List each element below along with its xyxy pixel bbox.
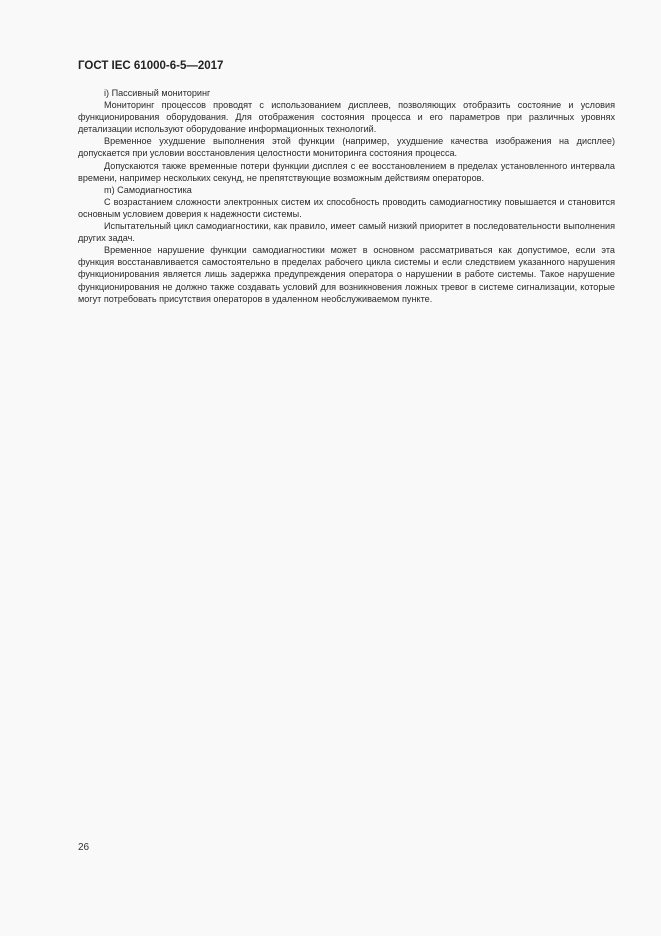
paragraph: Временное ухудшение выполнения этой функции (например, ухудшение качества изображения на дисплее) допускается при условии восстановления целостности мониторинга состояния процесса.: [78, 136, 615, 159]
document-body: [78, 87, 615, 305]
paragraph: Испытательный цикл самодиагностики, как правило, имеет самый низкий приоритет в последовательности выполнения других задач.: [78, 221, 615, 244]
paragraph: Мониторинг процессов проводят с использованием дисплеев, позволяющих отобразить состояние и условия функционирования оборудования. Для отображения состояния процесса и его параметров при различных уровнях детализации используют оборудование информационных технологий.: [78, 100, 615, 135]
document-header: ГОСТ IEC 61000-6-5—2017: [78, 60, 224, 72]
paragraph: Временное нарушение функции самодиагностики может в основном рассматриваться как допустимое, если эта функция восстанавливается самостоятельно в пределах рабочего цикла системы и если следствием указанного нарушения функционирования является лишь задержка предупреждения оператора о нарушении в работе системы. Такое нарушение функционирования не должно также создавать условий для возникновения ложных тревог в системе сигнализации, которые могут потребовать присутствия операторов в удаленном необслуживаемом пункте.: [78, 245, 615, 304]
paragraph: Допускаются также временные потери функции дисплея с ее восстановлением в пределах установленного интервала времени, например нескольких секунд, не препятствующие возможным действиям операторов.: [78, 160, 615, 183]
page-number: 26: [78, 842, 90, 853]
list-item-heading: m) Самодиагностика: [104, 184, 192, 195]
paragraph: С возрастанием сложности электронных систем их способность проводить самодиагностику повышается и становится основным условием доверия к надежности системы.: [78, 196, 615, 219]
list-item-heading: i) Пассивный мониторинг: [104, 88, 211, 98]
